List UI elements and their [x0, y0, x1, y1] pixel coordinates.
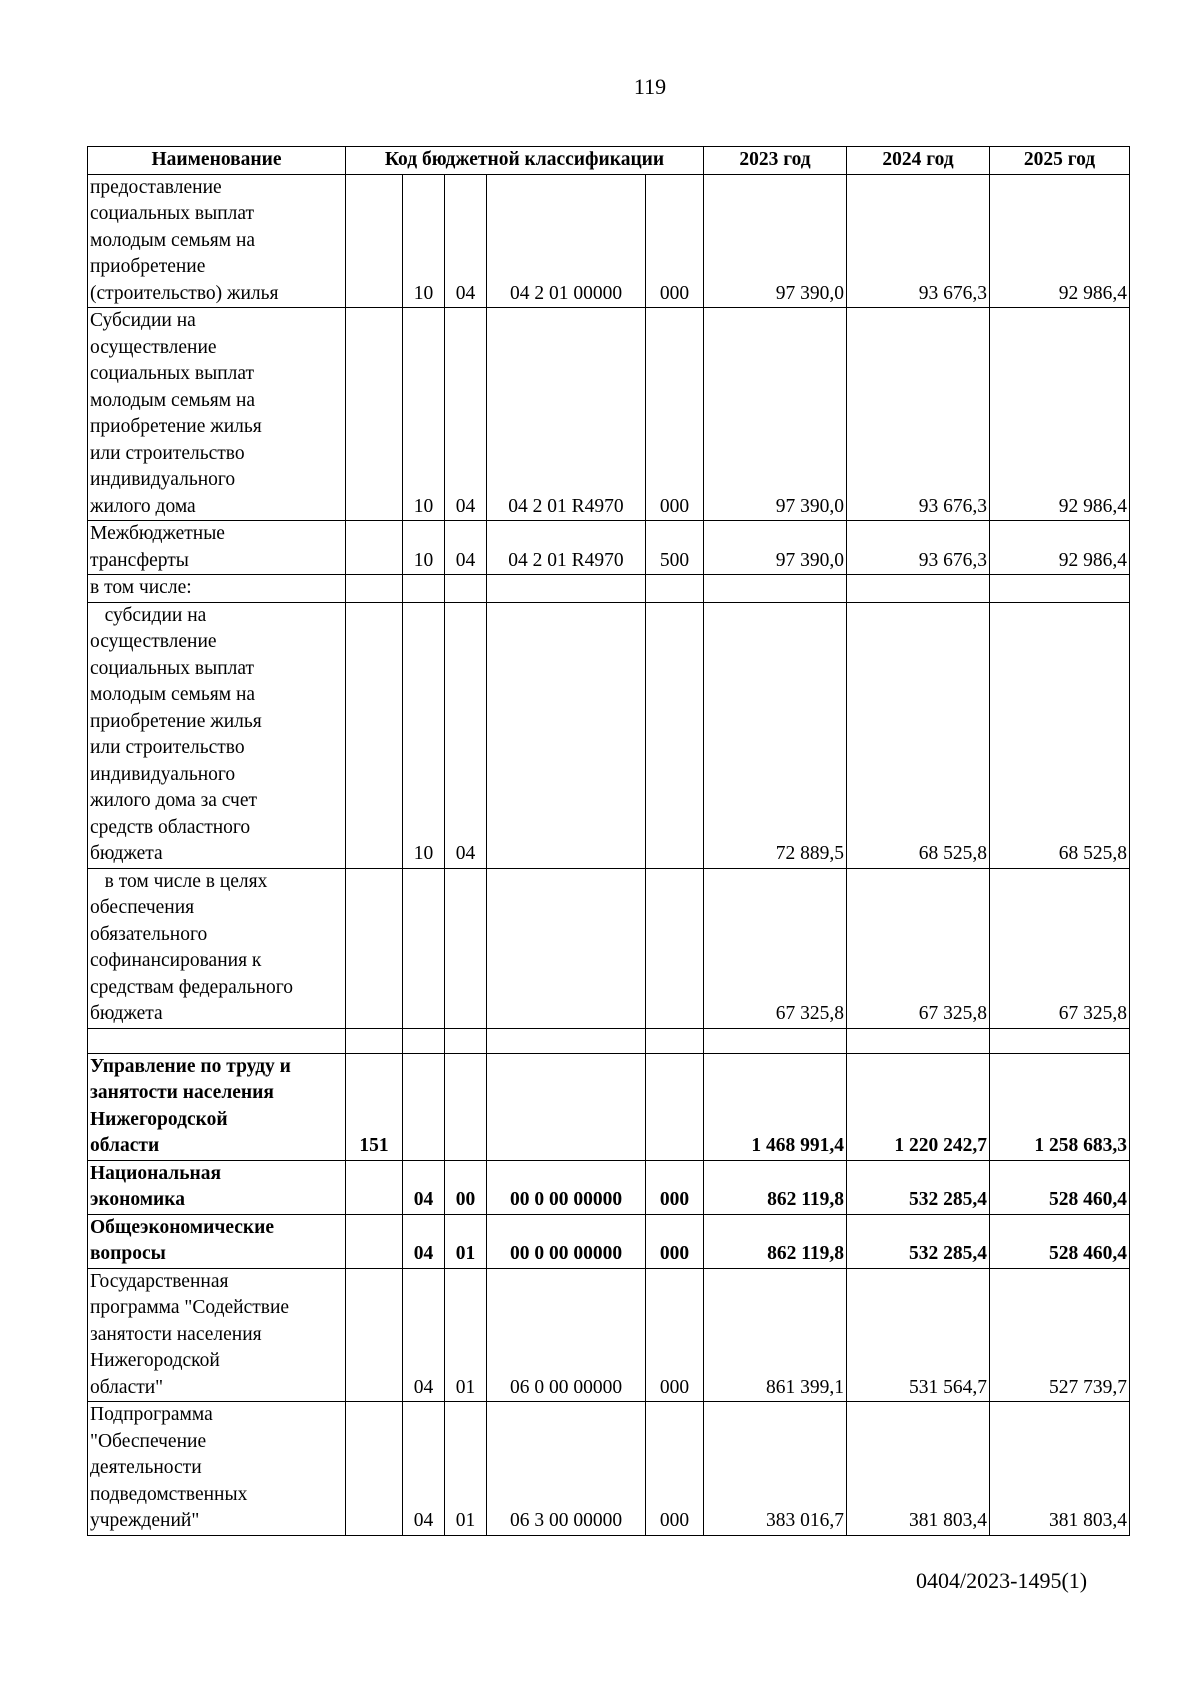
section-code: 04 [403, 1160, 445, 1214]
org-code [346, 602, 403, 868]
expense-type-code: 000 [646, 174, 704, 308]
amount-2023: 383 016,7 [704, 1402, 847, 1536]
section-code [403, 1028, 445, 1053]
org-code [346, 1160, 403, 1214]
org-code: 151 [346, 1053, 403, 1160]
amount-2025: 92 986,4 [990, 174, 1130, 308]
amount-2023: 1 468 991,4 [704, 1053, 847, 1160]
amount-2024: 93 676,3 [847, 308, 990, 521]
subsection-code: 00 [445, 1160, 487, 1214]
amount-2023 [704, 1028, 847, 1053]
subsection-code: 04 [445, 308, 487, 521]
row-name: Субсидии на осуществление социальных выплат молодым семьям на приобретение жилья или строительство индивидуального жилого дома [88, 308, 346, 521]
amount-2023: 67 325,8 [704, 868, 847, 1028]
target-article-code: 06 0 00 00000 [487, 1268, 646, 1402]
amount-2024: 93 676,3 [847, 521, 990, 575]
section-code: 10 [403, 174, 445, 308]
org-code [346, 1028, 403, 1053]
section-code: 10 [403, 602, 445, 868]
amount-2025: 527 739,7 [990, 1268, 1130, 1402]
subsection-code: 04 [445, 602, 487, 868]
expense-type-code: 000 [646, 308, 704, 521]
row-name [88, 1028, 346, 1053]
row-name: Общеэкономические вопросы [88, 1214, 346, 1268]
expense-type-code: 000 [646, 1268, 704, 1402]
table-row [88, 868, 1130, 1028]
section-code: 10 [403, 308, 445, 521]
org-code [346, 575, 403, 603]
row-name: в том числе: [88, 575, 346, 603]
amount-2025: 68 525,8 [990, 602, 1130, 868]
amount-2023: 862 119,8 [704, 1160, 847, 1214]
amount-2023 [704, 575, 847, 603]
amount-2024: 93 676,3 [847, 174, 990, 308]
table-row [88, 1214, 1130, 1268]
amount-2025: 92 986,4 [990, 521, 1130, 575]
amount-2025 [990, 1028, 1130, 1053]
section-code: 04 [403, 1268, 445, 1402]
amount-2024 [847, 1028, 990, 1053]
target-article-code: 06 3 00 00000 [487, 1402, 646, 1536]
row-name: субсидии на осуществление социальных выплат молодым семьям на приобретение жилья или строительство индивидуального жилого дома за счет средств областного бюджета [88, 602, 346, 868]
amount-2025: 67 325,8 [990, 868, 1130, 1028]
page-number: 119 [633, 74, 667, 99]
row-name: Государственная программа "Содействие занятости населения Нижегородской области" [88, 1268, 346, 1402]
org-code [346, 868, 403, 1028]
subsection-code [445, 868, 487, 1028]
amount-2025: 92 986,4 [990, 308, 1130, 521]
amount-2024: 1 220 242,7 [847, 1053, 990, 1160]
header-2024: 2024 год [847, 147, 990, 175]
row-name: в том числе в целях обеспечения обязательного софинансирования к средствам федерального бюджета [88, 868, 346, 1028]
subsection-code [445, 1028, 487, 1053]
table-header-row [88, 147, 1130, 175]
amount-2023: 72 889,5 [704, 602, 847, 868]
document-code: 0404/2023-1495(1) [916, 1568, 1088, 1593]
target-article-code [487, 575, 646, 603]
expense-type-code: 000 [646, 1402, 704, 1536]
table-row [88, 1053, 1130, 1160]
row-name: Национальная экономика [88, 1160, 346, 1214]
amount-2024: 532 285,4 [847, 1160, 990, 1214]
target-article-code [487, 1028, 646, 1053]
target-article-code [487, 602, 646, 868]
row-name: Подпрограмма "Обеспечение деятельности подведомственных учреждений" [88, 1402, 346, 1536]
section-code [403, 575, 445, 603]
amount-2024 [847, 575, 990, 603]
expense-type-code: 000 [646, 1160, 704, 1214]
target-article-code [487, 1053, 646, 1160]
amount-2025 [990, 575, 1130, 603]
expense-type-code [646, 868, 704, 1028]
subsection-code: 01 [445, 1402, 487, 1536]
amount-2024: 381 803,4 [847, 1402, 990, 1536]
table-row [88, 174, 1130, 308]
table-row [88, 521, 1130, 575]
amount-2024: 68 525,8 [847, 602, 990, 868]
table-row [88, 308, 1130, 521]
subsection-code: 01 [445, 1268, 487, 1402]
header-2025: 2025 год [990, 147, 1130, 175]
org-code [346, 1402, 403, 1536]
amount-2025: 381 803,4 [990, 1402, 1130, 1536]
section-code: 10 [403, 521, 445, 575]
target-article-code: 04 2 01 R4970 [487, 521, 646, 575]
amount-2024: 67 325,8 [847, 868, 990, 1028]
org-code [346, 1268, 403, 1402]
expense-type-code [646, 575, 704, 603]
amount-2025: 1 258 683,3 [990, 1053, 1130, 1160]
amount-2024: 531 564,7 [847, 1268, 990, 1402]
section-code: 04 [403, 1214, 445, 1268]
header-code: Код бюджетной классификации [346, 147, 704, 175]
org-code [346, 308, 403, 521]
row-name: предоставление социальных выплат молодым семьям на приобретение (строительство) жилья [88, 174, 346, 308]
org-code [346, 521, 403, 575]
header-2023: 2023 год [704, 147, 847, 175]
header-name: Наименование [88, 147, 346, 175]
amount-2023: 97 390,0 [704, 174, 847, 308]
expense-type-code: 000 [646, 1214, 704, 1268]
amount-2025: 528 460,4 [990, 1214, 1130, 1268]
subsection-code: 01 [445, 1214, 487, 1268]
amount-2023: 862 119,8 [704, 1214, 847, 1268]
org-code [346, 174, 403, 308]
section-code [403, 868, 445, 1028]
table-row [88, 1028, 1130, 1053]
target-article-code: 00 0 00 00000 [487, 1160, 646, 1214]
target-article-code [487, 868, 646, 1028]
amount-2023: 97 390,0 [704, 521, 847, 575]
expense-type-code [646, 602, 704, 868]
target-article-code: 00 0 00 00000 [487, 1214, 646, 1268]
target-article-code: 04 2 01 00000 [487, 174, 646, 308]
subsection-code: 04 [445, 174, 487, 308]
subsection-code [445, 1053, 487, 1160]
expense-type-code: 500 [646, 521, 704, 575]
budget-table [87, 146, 1130, 1536]
target-article-code: 04 2 01 R4970 [487, 308, 646, 521]
table-body [88, 174, 1130, 1535]
table-row [88, 1402, 1130, 1536]
subsection-code: 04 [445, 521, 487, 575]
expense-type-code [646, 1053, 704, 1160]
amount-2023: 97 390,0 [704, 308, 847, 521]
amount-2025: 528 460,4 [990, 1160, 1130, 1214]
table-row [88, 1160, 1130, 1214]
amount-2024: 532 285,4 [847, 1214, 990, 1268]
row-name: Управление по труду и занятости населения Нижегородской области [88, 1053, 346, 1160]
amount-2023: 861 399,1 [704, 1268, 847, 1402]
table-row [88, 575, 1130, 603]
section-code: 04 [403, 1402, 445, 1536]
table-row [88, 602, 1130, 868]
expense-type-code [646, 1028, 704, 1053]
subsection-code [445, 575, 487, 603]
org-code [346, 1214, 403, 1268]
table-row [88, 1268, 1130, 1402]
section-code [403, 1053, 445, 1160]
row-name: Межбюджетные трансферты [88, 521, 346, 575]
